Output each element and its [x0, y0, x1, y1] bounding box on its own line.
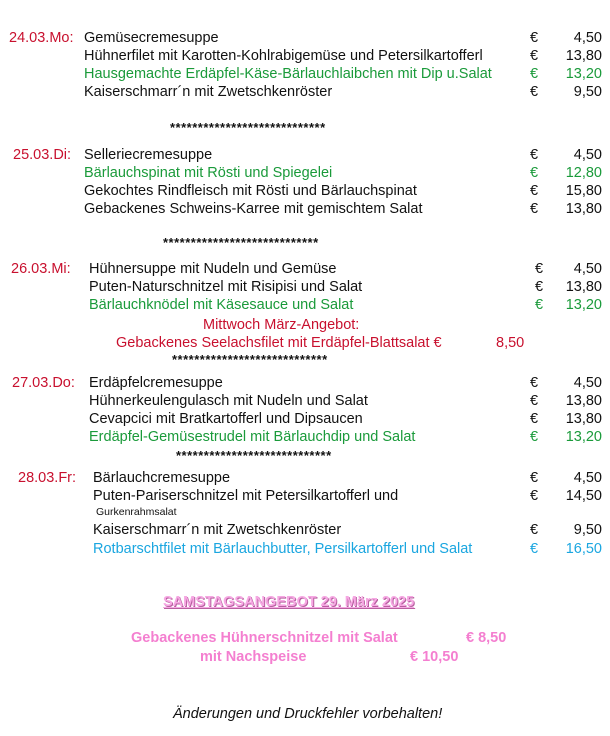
menu-item: Kaiserschmarr´n mit Zwetschkenröster	[84, 84, 333, 100]
price: 13,20	[565, 429, 602, 445]
price: 12,80	[565, 165, 602, 181]
menu-item-continuation: Gurkenrahmsalat	[96, 506, 177, 518]
price: 13,20	[565, 66, 602, 82]
menu-item: Selleriecremesuppe	[84, 147, 213, 163]
price: 13,80	[565, 279, 602, 295]
menu-item: Bärlauchcremesuppe	[93, 470, 231, 486]
price: 13,20	[565, 297, 602, 313]
euro-sign: €	[530, 488, 539, 504]
euro-sign: €	[535, 279, 544, 295]
euro-sign: €	[530, 147, 539, 163]
menu-item: Gekochtes Rindfleisch mit Rösti und Bärlauchspinat	[84, 183, 417, 199]
euro-sign: €	[530, 84, 539, 100]
price: 4,50	[573, 30, 602, 46]
menu-item-vegetarian: Erdäpfel-Gemüsestrudel mit Bärlauchdip und Salat	[89, 429, 416, 445]
offer-text: Gebackenes Seelachsfilet mit Erdäpfel-Blattsalat €	[116, 335, 442, 351]
euro-sign: €	[530, 375, 539, 391]
separator: ****************************	[176, 448, 332, 463]
menu-item: Puten-Pariserschnitzel mit Petersilkartofferl und	[93, 488, 399, 504]
price: 4,50	[573, 470, 602, 486]
euro-sign: €	[530, 183, 539, 199]
euro-sign: €	[535, 261, 544, 277]
price: 15,80	[565, 183, 602, 199]
euro-sign: €	[530, 66, 539, 82]
separator: ****************************	[170, 120, 326, 135]
saturday-offer-title: SAMSTAGSANGEBOT 29. März 2025	[163, 594, 415, 610]
menu-item: Hühnerfilet mit Karotten-Kohlrabigemüse und Petersilkartofferl	[84, 48, 483, 64]
euro-sign: €	[530, 30, 539, 46]
euro-sign: €	[530, 165, 539, 181]
offer-title: Mittwoch März-Angebot:	[203, 317, 360, 333]
menu-item: Puten-Naturschnitzel mit Risipisi und Salat	[89, 279, 363, 295]
price: 9,50	[573, 84, 602, 100]
day-label-thursday: 27.03.Do:	[12, 375, 75, 391]
day-label-tuesday: 25.03.Di:	[13, 147, 72, 163]
menu-item: Kaiserschmarr´n mit Zwetschkenröster	[93, 522, 342, 538]
saturday-offer-line: mit Nachspeise	[200, 649, 307, 665]
price: 13,80	[565, 411, 602, 427]
saturday-offer-price: € 8,50	[466, 630, 507, 646]
footer-disclaimer: Änderungen und Druckfehler vorbehalten!	[173, 706, 443, 722]
menu-item: Cevapcici mit Bratkartofferl und Dipsaucen	[89, 411, 363, 427]
menu-item: Hühnerkeulengulasch mit Nudeln und Salat	[89, 393, 368, 409]
menu-item-vegetarian: Hausgemachte Erdäpfel-Käse-Bärlauchlaibchen mit Dip u.Salat	[84, 66, 492, 82]
price: 13,80	[565, 393, 602, 409]
price: 16,50	[565, 541, 602, 557]
saturday-offer-line: Gebackenes Hühnerschnitzel mit Salat	[131, 630, 398, 646]
menu-item: Gebackenes Schweins-Karree mit gemischtem Salat	[84, 201, 423, 217]
separator: ****************************	[163, 235, 319, 250]
euro-sign: €	[535, 297, 544, 313]
price: 13,80	[565, 201, 602, 217]
euro-sign: €	[530, 522, 539, 538]
euro-sign: €	[530, 48, 539, 64]
menu-item: Gemüsecremesuppe	[84, 30, 219, 46]
day-label-friday: 28.03.Fr:	[18, 470, 77, 486]
euro-sign: €	[530, 470, 539, 486]
euro-sign: €	[530, 429, 539, 445]
menu-item-vegetarian: Bärlauchspinat mit Rösti und Spiegelei	[84, 165, 333, 181]
price: 4,50	[573, 375, 602, 391]
day-label-monday: 24.03.Mo:	[9, 30, 74, 46]
separator: ****************************	[172, 352, 328, 367]
euro-sign: €	[530, 411, 539, 427]
euro-sign: €	[530, 201, 539, 217]
euro-sign: €	[530, 393, 539, 409]
price: 9,50	[573, 522, 602, 538]
price: 4,50	[573, 147, 602, 163]
price: 13,80	[565, 48, 602, 64]
price: 14,50	[565, 488, 602, 504]
menu-item-fish: Rotbarschtfilet mit Bärlauchbutter, Persilkartofferl und Salat	[93, 541, 473, 557]
menu-item-vegetarian: Bärlauchknödel mit Käsesauce und Salat	[89, 297, 354, 313]
day-label-wednesday: 26.03.Mi:	[11, 261, 71, 277]
menu-item: Hühnersuppe mit Nudeln und Gemüse	[89, 261, 337, 277]
price: 4,50	[573, 261, 602, 277]
menu-item: Erdäpfelcremesuppe	[89, 375, 223, 391]
offer-price: 8,50	[496, 335, 525, 351]
euro-sign: €	[530, 541, 539, 557]
saturday-offer-price: € 10,50	[410, 649, 459, 665]
